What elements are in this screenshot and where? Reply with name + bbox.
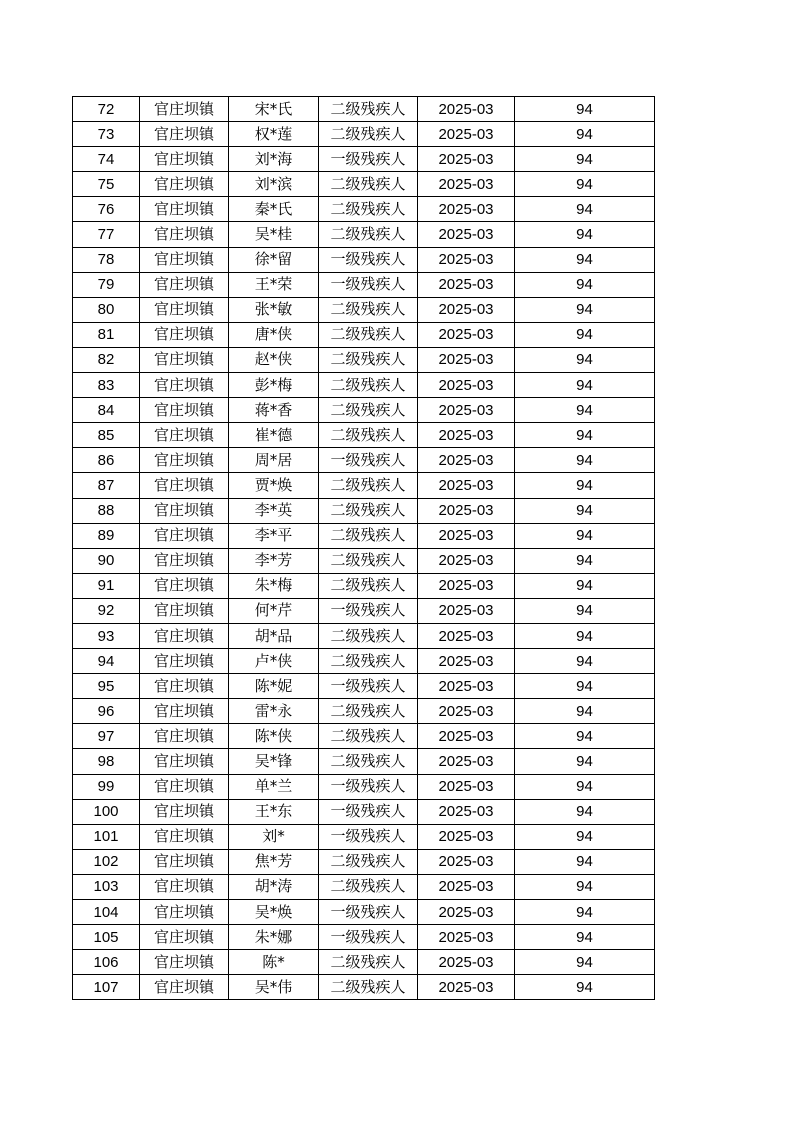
table-row <box>73 724 655 749</box>
disability-level-cell: 二级残疾人 <box>319 623 418 648</box>
row-number-cell: 81 <box>73 322 140 347</box>
disability-level-cell: 二级残疾人 <box>319 950 418 975</box>
disability-level-cell: 二级残疾人 <box>319 297 418 322</box>
disability-level-cell: 二级残疾人 <box>319 849 418 874</box>
table-row <box>73 222 655 247</box>
disability-level-cell: 一级残疾人 <box>319 774 418 799</box>
table-row <box>73 347 655 372</box>
township-cell: 官庄坝镇 <box>140 172 229 197</box>
person-name-cell: 吴*桂 <box>229 222 319 247</box>
month-cell: 2025-03 <box>418 925 515 950</box>
amount-cell: 94 <box>515 172 655 197</box>
township-cell: 官庄坝镇 <box>140 423 229 448</box>
month-cell: 2025-03 <box>418 849 515 874</box>
disability-level-cell: 一级残疾人 <box>319 448 418 473</box>
table-row <box>73 247 655 272</box>
township-cell: 官庄坝镇 <box>140 874 229 899</box>
township-cell: 官庄坝镇 <box>140 297 229 322</box>
row-number-cell: 106 <box>73 950 140 975</box>
month-cell: 2025-03 <box>418 297 515 322</box>
township-cell: 官庄坝镇 <box>140 975 229 1000</box>
person-name-cell: 朱*娜 <box>229 925 319 950</box>
month-cell: 2025-03 <box>418 347 515 372</box>
amount-cell: 94 <box>515 272 655 297</box>
amount-cell: 94 <box>515 347 655 372</box>
month-cell: 2025-03 <box>418 623 515 648</box>
person-name-cell: 何*芹 <box>229 598 319 623</box>
township-cell: 官庄坝镇 <box>140 623 229 648</box>
table-row <box>73 297 655 322</box>
disability-level-cell: 二级残疾人 <box>319 498 418 523</box>
table-row <box>73 874 655 899</box>
table-row <box>73 322 655 347</box>
month-cell: 2025-03 <box>418 172 515 197</box>
person-name-cell: 吴*焕 <box>229 900 319 925</box>
row-number-cell: 105 <box>73 925 140 950</box>
amount-cell: 94 <box>515 322 655 347</box>
disability-level-cell: 二级残疾人 <box>319 649 418 674</box>
amount-cell: 94 <box>515 598 655 623</box>
month-cell: 2025-03 <box>418 674 515 699</box>
disability-level-cell: 一级残疾人 <box>319 247 418 272</box>
amount-cell: 94 <box>515 297 655 322</box>
person-name-cell: 王*东 <box>229 799 319 824</box>
table-row <box>73 950 655 975</box>
amount-cell: 94 <box>515 674 655 699</box>
township-cell: 官庄坝镇 <box>140 900 229 925</box>
row-number-cell: 104 <box>73 900 140 925</box>
month-cell: 2025-03 <box>418 724 515 749</box>
person-name-cell: 焦*芳 <box>229 849 319 874</box>
month-cell: 2025-03 <box>418 373 515 398</box>
table-row <box>73 573 655 598</box>
row-number-cell: 96 <box>73 699 140 724</box>
person-name-cell: 彭*梅 <box>229 373 319 398</box>
amount-cell: 94 <box>515 197 655 222</box>
township-cell: 官庄坝镇 <box>140 347 229 372</box>
township-cell: 官庄坝镇 <box>140 925 229 950</box>
month-cell: 2025-03 <box>418 598 515 623</box>
table-row <box>73 97 655 122</box>
month-cell: 2025-03 <box>418 900 515 925</box>
township-cell: 官庄坝镇 <box>140 473 229 498</box>
row-number-cell: 82 <box>73 347 140 372</box>
table-row <box>73 373 655 398</box>
amount-cell: 94 <box>515 649 655 674</box>
amount-cell: 94 <box>515 699 655 724</box>
disability-level-cell: 二级残疾人 <box>319 347 418 372</box>
person-name-cell: 崔*德 <box>229 423 319 448</box>
row-number-cell: 103 <box>73 874 140 899</box>
row-number-cell: 72 <box>73 97 140 122</box>
table-row <box>73 122 655 147</box>
row-number-cell: 99 <box>73 774 140 799</box>
row-number-cell: 76 <box>73 197 140 222</box>
row-number-cell: 87 <box>73 473 140 498</box>
township-cell: 官庄坝镇 <box>140 950 229 975</box>
person-name-cell: 蒋*香 <box>229 398 319 423</box>
month-cell: 2025-03 <box>418 122 515 147</box>
township-cell: 官庄坝镇 <box>140 322 229 347</box>
month-cell: 2025-03 <box>418 197 515 222</box>
amount-cell: 94 <box>515 623 655 648</box>
row-number-cell: 77 <box>73 222 140 247</box>
amount-cell: 94 <box>515 398 655 423</box>
month-cell: 2025-03 <box>418 548 515 573</box>
row-number-cell: 84 <box>73 398 140 423</box>
month-cell: 2025-03 <box>418 649 515 674</box>
amount-cell: 94 <box>515 799 655 824</box>
disability-subsidy-table <box>72 96 655 1000</box>
row-number-cell: 90 <box>73 548 140 573</box>
amount-cell: 94 <box>515 247 655 272</box>
disability-level-cell: 二级残疾人 <box>319 322 418 347</box>
row-number-cell: 83 <box>73 373 140 398</box>
row-number-cell: 73 <box>73 122 140 147</box>
table-row <box>73 197 655 222</box>
month-cell: 2025-03 <box>418 97 515 122</box>
month-cell: 2025-03 <box>418 147 515 172</box>
person-name-cell: 周*居 <box>229 448 319 473</box>
row-number-cell: 101 <box>73 824 140 849</box>
disability-level-cell: 二级残疾人 <box>319 122 418 147</box>
table-row <box>73 423 655 448</box>
month-cell: 2025-03 <box>418 448 515 473</box>
table-row <box>73 674 655 699</box>
table-row <box>73 523 655 548</box>
amount-cell: 94 <box>515 849 655 874</box>
person-name-cell: 陈* <box>229 950 319 975</box>
month-cell: 2025-03 <box>418 473 515 498</box>
amount-cell: 94 <box>515 97 655 122</box>
amount-cell: 94 <box>515 373 655 398</box>
amount-cell: 94 <box>515 147 655 172</box>
table-row <box>73 398 655 423</box>
person-name-cell: 张*敏 <box>229 297 319 322</box>
township-cell: 官庄坝镇 <box>140 523 229 548</box>
row-number-cell: 102 <box>73 849 140 874</box>
table-row <box>73 272 655 297</box>
table-row <box>73 799 655 824</box>
amount-cell: 94 <box>515 423 655 448</box>
township-cell: 官庄坝镇 <box>140 749 229 774</box>
row-number-cell: 91 <box>73 573 140 598</box>
row-number-cell: 80 <box>73 297 140 322</box>
table-row <box>73 473 655 498</box>
township-cell: 官庄坝镇 <box>140 272 229 297</box>
disability-level-cell: 一级残疾人 <box>319 272 418 297</box>
amount-cell: 94 <box>515 448 655 473</box>
township-cell: 官庄坝镇 <box>140 197 229 222</box>
township-cell: 官庄坝镇 <box>140 799 229 824</box>
township-cell: 官庄坝镇 <box>140 498 229 523</box>
disability-level-cell: 一级残疾人 <box>319 147 418 172</box>
disability-level-cell: 二级残疾人 <box>319 473 418 498</box>
amount-cell: 94 <box>515 874 655 899</box>
person-name-cell: 王*荣 <box>229 272 319 297</box>
amount-cell: 94 <box>515 573 655 598</box>
row-number-cell: 94 <box>73 649 140 674</box>
month-cell: 2025-03 <box>418 774 515 799</box>
person-name-cell: 贾*焕 <box>229 473 319 498</box>
amount-cell: 94 <box>515 724 655 749</box>
table-row <box>73 900 655 925</box>
disability-level-cell: 二级残疾人 <box>319 975 418 1000</box>
month-cell: 2025-03 <box>418 423 515 448</box>
disability-level-cell: 二级残疾人 <box>319 699 418 724</box>
township-cell: 官庄坝镇 <box>140 97 229 122</box>
person-name-cell: 陈*妮 <box>229 674 319 699</box>
row-number-cell: 100 <box>73 799 140 824</box>
person-name-cell: 权*莲 <box>229 122 319 147</box>
township-cell: 官庄坝镇 <box>140 724 229 749</box>
month-cell: 2025-03 <box>418 398 515 423</box>
person-name-cell: 李*芳 <box>229 548 319 573</box>
month-cell: 2025-03 <box>418 975 515 1000</box>
disability-level-cell: 二级残疾人 <box>319 724 418 749</box>
table-row <box>73 598 655 623</box>
disability-level-cell: 二级残疾人 <box>319 97 418 122</box>
table-row <box>73 448 655 473</box>
disability-level-cell: 一级残疾人 <box>319 900 418 925</box>
township-cell: 官庄坝镇 <box>140 147 229 172</box>
township-cell: 官庄坝镇 <box>140 824 229 849</box>
disability-level-cell: 一级残疾人 <box>319 824 418 849</box>
disability-level-cell: 一级残疾人 <box>319 925 418 950</box>
row-number-cell: 107 <box>73 975 140 1000</box>
table-row <box>73 699 655 724</box>
township-cell: 官庄坝镇 <box>140 247 229 272</box>
month-cell: 2025-03 <box>418 272 515 297</box>
row-number-cell: 75 <box>73 172 140 197</box>
township-cell: 官庄坝镇 <box>140 674 229 699</box>
disability-level-cell: 二级残疾人 <box>319 423 418 448</box>
amount-cell: 94 <box>515 950 655 975</box>
person-name-cell: 卢*侠 <box>229 649 319 674</box>
table-row <box>73 975 655 1000</box>
amount-cell: 94 <box>515 498 655 523</box>
row-number-cell: 86 <box>73 448 140 473</box>
month-cell: 2025-03 <box>418 222 515 247</box>
amount-cell: 94 <box>515 975 655 1000</box>
disability-level-cell: 二级残疾人 <box>319 373 418 398</box>
person-name-cell: 胡*品 <box>229 623 319 648</box>
row-number-cell: 92 <box>73 598 140 623</box>
disability-level-cell: 二级残疾人 <box>319 548 418 573</box>
row-number-cell: 97 <box>73 724 140 749</box>
person-name-cell: 刘* <box>229 824 319 849</box>
amount-cell: 94 <box>515 774 655 799</box>
person-name-cell: 雷*永 <box>229 699 319 724</box>
table-row <box>73 925 655 950</box>
township-cell: 官庄坝镇 <box>140 448 229 473</box>
disability-level-cell: 二级残疾人 <box>319 523 418 548</box>
amount-cell: 94 <box>515 122 655 147</box>
month-cell: 2025-03 <box>418 322 515 347</box>
table-row <box>73 172 655 197</box>
table-row <box>73 498 655 523</box>
table-row <box>73 649 655 674</box>
person-name-cell: 李*平 <box>229 523 319 548</box>
row-number-cell: 74 <box>73 147 140 172</box>
person-name-cell: 秦*氏 <box>229 197 319 222</box>
table-row <box>73 147 655 172</box>
disability-level-cell: 二级残疾人 <box>319 573 418 598</box>
table-row <box>73 548 655 573</box>
disability-level-cell: 二级残疾人 <box>319 874 418 899</box>
month-cell: 2025-03 <box>418 874 515 899</box>
person-name-cell: 刘*海 <box>229 147 319 172</box>
amount-cell: 94 <box>515 473 655 498</box>
row-number-cell: 95 <box>73 674 140 699</box>
township-cell: 官庄坝镇 <box>140 398 229 423</box>
person-name-cell: 单*兰 <box>229 774 319 799</box>
month-cell: 2025-03 <box>418 799 515 824</box>
month-cell: 2025-03 <box>418 247 515 272</box>
township-cell: 官庄坝镇 <box>140 122 229 147</box>
township-cell: 官庄坝镇 <box>140 849 229 874</box>
month-cell: 2025-03 <box>418 498 515 523</box>
amount-cell: 94 <box>515 222 655 247</box>
person-name-cell: 胡*涛 <box>229 874 319 899</box>
month-cell: 2025-03 <box>418 523 515 548</box>
person-name-cell: 吴*伟 <box>229 975 319 1000</box>
person-name-cell: 宋*氏 <box>229 97 319 122</box>
township-cell: 官庄坝镇 <box>140 573 229 598</box>
amount-cell: 94 <box>515 749 655 774</box>
township-cell: 官庄坝镇 <box>140 598 229 623</box>
table-body <box>73 97 655 1000</box>
township-cell: 官庄坝镇 <box>140 699 229 724</box>
row-number-cell: 78 <box>73 247 140 272</box>
amount-cell: 94 <box>515 548 655 573</box>
township-cell: 官庄坝镇 <box>140 548 229 573</box>
month-cell: 2025-03 <box>418 699 515 724</box>
row-number-cell: 98 <box>73 749 140 774</box>
person-name-cell: 刘*滨 <box>229 172 319 197</box>
township-cell: 官庄坝镇 <box>140 373 229 398</box>
person-name-cell: 李*英 <box>229 498 319 523</box>
table-row <box>73 774 655 799</box>
disability-level-cell: 一级残疾人 <box>319 598 418 623</box>
month-cell: 2025-03 <box>418 950 515 975</box>
month-cell: 2025-03 <box>418 749 515 774</box>
person-name-cell: 陈*侠 <box>229 724 319 749</box>
amount-cell: 94 <box>515 523 655 548</box>
table-row <box>73 849 655 874</box>
township-cell: 官庄坝镇 <box>140 774 229 799</box>
disability-level-cell: 一级残疾人 <box>319 674 418 699</box>
disability-level-cell: 二级残疾人 <box>319 172 418 197</box>
row-number-cell: 88 <box>73 498 140 523</box>
person-name-cell: 朱*梅 <box>229 573 319 598</box>
disability-level-cell: 一级残疾人 <box>319 799 418 824</box>
row-number-cell: 89 <box>73 523 140 548</box>
row-number-cell: 85 <box>73 423 140 448</box>
disability-level-cell: 二级残疾人 <box>319 222 418 247</box>
person-name-cell: 唐*侠 <box>229 322 319 347</box>
row-number-cell: 93 <box>73 623 140 648</box>
person-name-cell: 徐*留 <box>229 247 319 272</box>
amount-cell: 94 <box>515 925 655 950</box>
disability-level-cell: 二级残疾人 <box>319 398 418 423</box>
disability-level-cell: 二级残疾人 <box>319 749 418 774</box>
row-number-cell: 79 <box>73 272 140 297</box>
township-cell: 官庄坝镇 <box>140 649 229 674</box>
month-cell: 2025-03 <box>418 573 515 598</box>
amount-cell: 94 <box>515 900 655 925</box>
amount-cell: 94 <box>515 824 655 849</box>
month-cell: 2025-03 <box>418 824 515 849</box>
person-name-cell: 吴*锋 <box>229 749 319 774</box>
township-cell: 官庄坝镇 <box>140 222 229 247</box>
disability-level-cell: 二级残疾人 <box>319 197 418 222</box>
table-row <box>73 824 655 849</box>
table-row <box>73 749 655 774</box>
person-name-cell: 赵*侠 <box>229 347 319 372</box>
table-row <box>73 623 655 648</box>
